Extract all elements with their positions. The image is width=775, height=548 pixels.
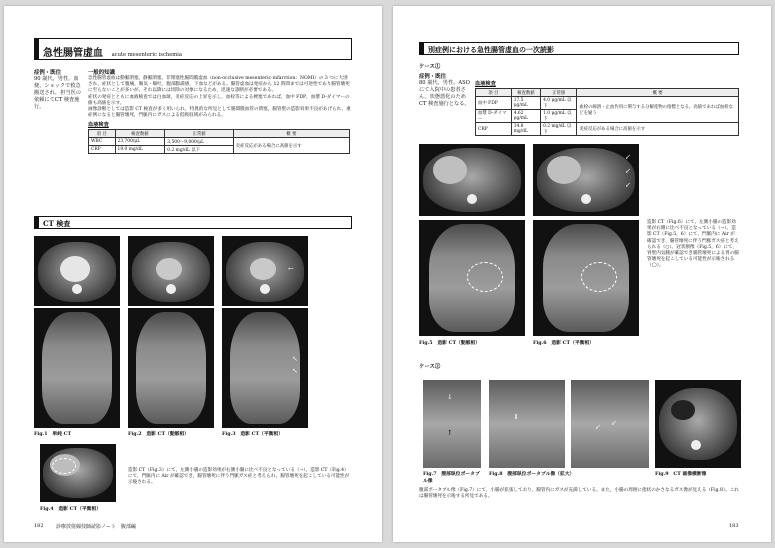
fig8-xray: [489, 380, 565, 468]
table-cell: 1.0 μg/mL 以下: [541, 110, 577, 123]
fig6-ct-coronal: [533, 220, 639, 336]
col-header: 項 目: [89, 130, 116, 138]
arrow-icon: ↓: [447, 393, 453, 401]
table-cell: 19.0 mg/dL: [115, 146, 165, 154]
ct-description: 造影 CT（Fig.3）にて，左側小腸の造影効果が右側小腸に比べ不良となっている（→）。造影 CT（Fig.4）にて，門脈内に Air が確認でき，腸管壊死に伴う門脈ガス症と考えられ，腸管壊死を起こしている可能性が示唆される。: [128, 468, 350, 486]
fig7-caption: Fig.7 腹部臥位ポータブル像: [423, 471, 480, 484]
fig1-caption: Fig.1 単純 CT: [34, 431, 72, 437]
fig5-ct-coronal: [419, 220, 525, 336]
fig1-ct-coronal: [34, 308, 120, 428]
knowledge-p2: 症状の発症とともに血液検査では白血球，炎症反応の上昇を示し，血栓等による梗塞であれば，血中 FDP，血漿 D-ダイマーの値も高値を示す。: [88, 94, 350, 106]
case1-history-text: 80 歳代，男性。ASO にて入院中の患者さん。状態悪化のため CT 検査施行となる。: [419, 80, 470, 107]
ct-section-title: CT 検査: [43, 219, 71, 228]
blood-heading: 血液検査: [88, 122, 109, 129]
knowledge-heading: 一般的知識: [88, 70, 115, 76]
page-number: 182: [34, 523, 44, 529]
arrow-icon: ↑: [447, 429, 453, 437]
case1-description: 造影 CT（Fig.6）にて，左側小腸の造影効果が右側に比べ不良となっている（→）。造影 CT（Fig.5，6）にて，門脈内に Air が確認でき，腸管壊死に伴う門脈ガス症と考えられる（○）。冠状断像（Fig.5，6）にて，胃壁内気腫が確認でき腸管壊死による胃の腸管壊死を起こしている可能性が示唆される（◯）。: [647, 220, 739, 269]
col-header: 検査数値: [511, 89, 540, 97]
fig9-caption: Fig.9 CT 画像横断像: [655, 471, 707, 477]
arrow-icon: ↙: [625, 153, 631, 161]
case1-history-heading: 症例・既往: [419, 74, 446, 80]
knowledge-block: [88, 68, 352, 154]
knowledge-p1: 急性腸管虚血は動脈閉塞，静脈閉塞，非閉塞性腸間膜虚血（non-occlusive mesenteric-infarction：NOMI）の 3 つに大別され，症状として腹痛，嘔気・嘔吐，腹部膨満感，下血などがある。腸管虚血は発症から 12 時間までは可逆性であり腸管壊死に至らないことが多いが，それ以降には切除の対象になるため，迅速な診断が必要である。: [88, 76, 350, 94]
table-row: [476, 123, 739, 136]
fig9-ct-axial: [655, 380, 741, 468]
arrow-icon: ↙: [595, 423, 601, 431]
fig2-ct-axial: [128, 236, 214, 306]
page-title-en: acute mesenteric ischemia: [111, 52, 182, 58]
table-cell: 17.5 μg/mL: [511, 97, 540, 110]
table-cell: WBC: [89, 138, 116, 146]
footer-text: 診療放射線技師読影ノート 腹部編: [56, 524, 136, 530]
fig4-caption: Fig.4 造影 CT（平衡相）: [40, 506, 102, 512]
table-header-row: [476, 89, 739, 97]
section-title: 別症例における急性腸管虚血の一次読影: [428, 45, 554, 54]
left-title-bar: [34, 38, 352, 60]
case1-blood-table: [475, 88, 739, 136]
case1-heading: ケース①: [419, 64, 441, 70]
fig2-ct-coronal: [128, 308, 214, 428]
arrow-icon: ↙: [611, 419, 617, 427]
fig2-caption: Fig.2 造影 CT（動脈相）: [128, 431, 190, 437]
knowledge-p3: 画像診断としては造影 CT 検査が多く用いられ，特異的な所見として腸間膜血管の閉塞，腸管壁の造影効果不良があげられ，重症例になると腸管壊死，門脈内にガスによる低吸収域がみられる。: [88, 107, 351, 119]
arrow-icon: ⇓: [513, 413, 519, 421]
arrow-icon: ↙: [625, 167, 631, 175]
table-cell: 0.2 mg/dL 以下: [165, 146, 233, 154]
table-cell: 血漿 D-ダイマー: [476, 110, 512, 123]
ct-section-heading: [34, 216, 352, 229]
table-cell: 4.62 μg/mL: [511, 110, 540, 123]
case1-history-block: [419, 72, 471, 108]
table-row: [476, 97, 739, 110]
table-cell: 3,500～9,000/μL: [165, 138, 233, 146]
table-cell: 血中 FDP: [476, 97, 512, 110]
fig3-ct-axial: [222, 236, 308, 306]
page-title: 急性腸管虚血: [43, 48, 103, 59]
page-number: 183: [729, 523, 739, 529]
left-page: [4, 6, 382, 542]
col-header: 検査数値: [115, 130, 165, 138]
col-header: 正常値: [541, 89, 577, 97]
fig6-ct-axial: [533, 144, 639, 216]
fig8-caption: Fig.8 腹部臥位ポータブル像（拡大）: [489, 471, 575, 477]
table-header-row: [89, 130, 350, 138]
fig3-ct-coronal: [222, 308, 308, 428]
table-row: [89, 138, 350, 146]
fig6-caption: Fig.6 造影 CT（平衡相）: [533, 340, 595, 346]
right-title-bar: [419, 42, 739, 55]
table-cell: 14.8 mg/dL: [511, 123, 540, 136]
case1-blood-heading: 血液検査: [475, 81, 496, 87]
table-cell: CRP: [89, 146, 116, 154]
fig5-ct-axial: [419, 144, 525, 216]
fig1-ct-axial: [34, 236, 120, 306]
col-header: 項 目: [476, 89, 512, 97]
case2-description: 腹部ポータブル像（Fig.7）にて，小腸が拡張しており，腸管内にガスが充満している。また，小腸の周囲に指状のかさなるガス像が見える（Fig.8）。これは腸管壊死を示唆する所見である。: [419, 488, 739, 500]
case2-heading: ケース②: [419, 364, 441, 370]
history-heading: 症例・既往: [34, 70, 61, 76]
fig7-xray: [423, 380, 481, 468]
col-header: 概 要: [577, 89, 739, 97]
table-cell: 炎症反応がある場合に高値を示す: [577, 123, 739, 136]
fig5-caption: Fig.5 造影 CT（動脈相）: [419, 340, 481, 346]
table-cell: 血栓の線溶・止血作用に関与する分解産物の指標となる。高値であれば血栓などを疑う: [577, 97, 739, 123]
table-cell: 4.0 μg/mL 以下: [541, 97, 577, 110]
right-page: [393, 6, 771, 542]
table-cell: CRP: [476, 123, 512, 136]
fig3-caption: Fig.3 造影 CT（平衡相）: [222, 431, 284, 437]
case1-blood-block: [475, 80, 739, 136]
table-cell: 23,700/μL: [115, 138, 165, 146]
arrow-icon: ↙: [625, 181, 631, 189]
fig8-xray-zoom: [571, 380, 649, 468]
table-cell: 炎症反応がある場合に高値を示す: [233, 138, 349, 154]
fig4-ct-axial: [40, 444, 116, 502]
col-header: 正常値: [165, 130, 233, 138]
history-text: 90 歳代，男性。血便，ショックで救急搬送され，担当医の依頼にてCT 検査施行。: [34, 76, 81, 110]
arrow-icon: ←: [288, 265, 294, 273]
col-header: 概 要: [233, 130, 349, 138]
blood-table: [88, 129, 350, 154]
arrow-icon: ↖: [292, 355, 298, 363]
arrow-icon: ↖: [292, 367, 298, 375]
history-block: [34, 68, 84, 111]
table-cell: 0.2 mg/dL 以下: [541, 123, 577, 136]
